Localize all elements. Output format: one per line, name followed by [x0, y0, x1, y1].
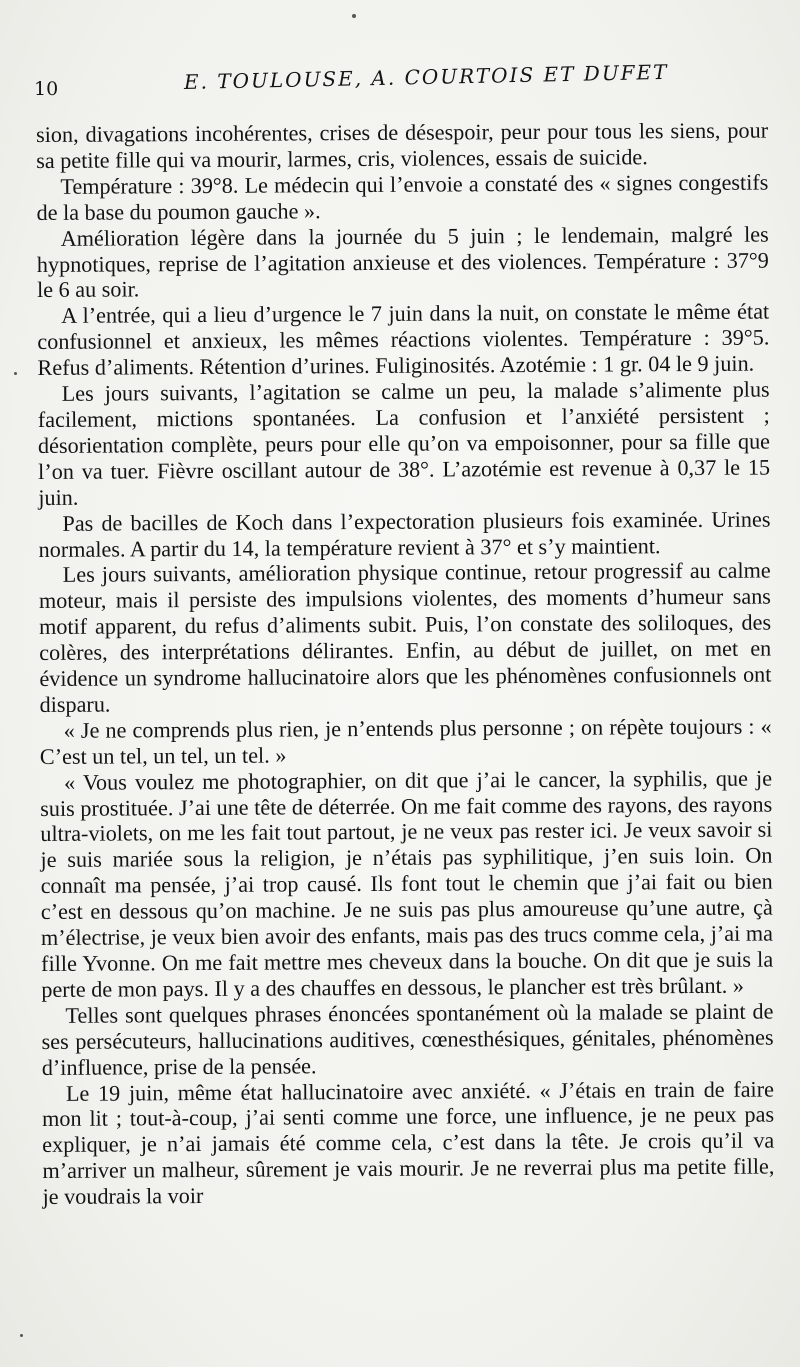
body-text	[36, 118, 775, 1211]
print-speck	[14, 372, 17, 375]
page-number: 10	[34, 78, 59, 100]
running-head: E. TOULOUSE, A. COURTOIS ET DUFET	[183, 59, 669, 94]
print-speck	[352, 14, 356, 18]
paragraph: A l’entrée, qui a lieu d’urgence le 7 juin dans la nuit, on constate le même état confusionnel et anxieux, les mêmes réactions violentes. Température : 39°5. Refus d’aliments. Rétention d’urines. Fuliginosités. Azotémie : 1 gr. 04 le 9 juin.	[37, 298, 770, 381]
page-header	[34, 59, 774, 104]
paragraph: Température : 39°8. Le médecin qui l’envoie a constaté des « signes congestifs de la base du poumon gauche ».	[36, 169, 769, 225]
paragraph: Pas de bacilles de Koch dans l’expectoration plusieurs fois examinée. Urines normales. A partir du 14, la température revient à 37° et s’y maintient.	[38, 506, 771, 562]
print-speck	[20, 1334, 23, 1337]
paragraph: Les jours suivants, amélioration physique continue, retour progressif au calme moteur, mais il persiste des impulsions violentes, des moments d’humeur sans motif apparent, du refus d’aliments subit. Puis, l’on constate des soliloques, des colères, des interprétations délirantes. Enfin, au début de juillet, on met en évidence un syndrome hallucinatoire alors que les phénomènes confusionnels ont disparu.	[38, 557, 772, 717]
paragraph: sion, divagations incohérentes, crises de désespoir, peur pour tous les siens, pour sa petite fille qui va mourir, larmes, cris, violences, essais de suicide.	[36, 117, 769, 173]
paragraph: Les jours suivants, l’agitation se calme un peu, la malade s’alimente plus facilement, mictions spontanées. La confusion et l’anxiété persistent ; désorientation complète, peurs pour elle qu’on va empoisonner, pour sa fille que l’on va tuer. Fièvre oscillant autour de 38°. L’azotémie est revenue à 0,37 le 15 juin.	[37, 376, 771, 510]
paragraph: Amélioration légère dans la journée du 5 juin ; le lendemain, malgré les hypnotiques, reprise de l’agitation anxieuse et des violences. Température : 37°9 le 6 au soir.	[36, 221, 769, 303]
paragraph: Le 19 juin, même état hallucinatoire avec anxiété. « J’étais en train de faire mon lit ; tout-à-coup, j’ai senti comme une force, une influence, je ne peux pas expliquer, je n’ai jamais été comme cela, c’est dans la tête. Je crois qu’il va m’arriver un malheur, sûrement je vais mourir. Je ne reverrai plus ma petite fille, je voudrais la voir	[42, 1076, 775, 1210]
paragraph: Telles sont quelques phrases énoncées spontanément où la malade se plaint de ses persécuteurs, hallucinations auditives, cœnesthésiques, génitales, phénomènes d’influence, prise de la pensée.	[41, 998, 774, 1080]
quote-paragraph: « Vous voulez me photographier, on dit que j’ai le cancer, la syphilis, que je suis prostituée. J’ai une tête de déterrée. On me fait comme des rayons, des rayons ultra-violets, on me les fait tout partout, je ne veux pas rester ici. Je veux savoir si je suis mariée sous la religion, je n’étais pas syphilitique, j’en suis loin. On connaît ma pensée, j’ai trop causé. Ils font tout le chemin que j’ai fait ou bien c’est en dessous qu’on machine. Je ne suis pas plus amoureuse qu’une autre, çà m’électrise, je veux bien avoir des enfants, mais pas des trucs comme cela, j’ai ma fille Yvonne. On me fait mettre mes cheveux dans la bouche. On dit que je suis la perte de mon pays. Il y a des chauffes en dessous, le plancher est très brûlant. »	[40, 765, 774, 1002]
quote-paragraph: « Je ne comprends plus rien, je n’entends plus personne ; on répète toujours : « C’est un tel, un tel, un tel. »	[39, 713, 772, 769]
